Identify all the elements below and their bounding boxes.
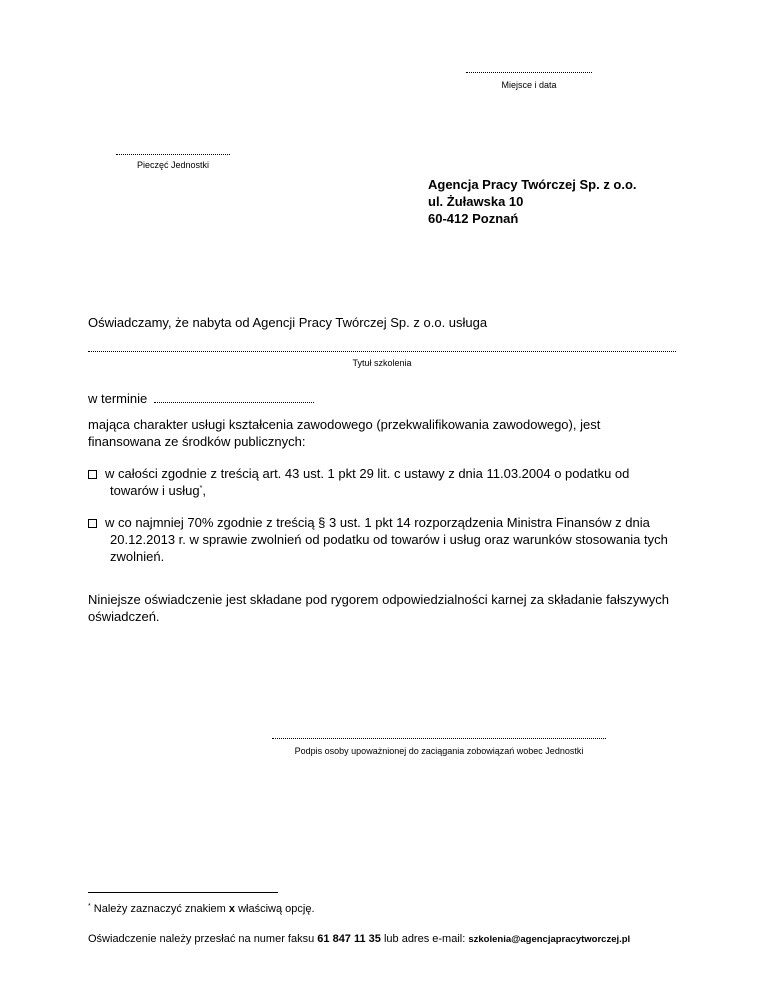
option-1-line-end: , (202, 483, 206, 498)
footnote-separator (88, 892, 278, 893)
option-2-checkbox[interactable] (88, 519, 97, 528)
footer-text-middle: lub adres e-mail: (380, 933, 469, 945)
stamp-dotted-line (116, 154, 230, 155)
footnote-text-before: Należy zaznaczyć znakiem (90, 903, 229, 915)
intro-text: Oświadczamy, że nabyta od Agencji Pracy Twórczej Sp. z o.o. usługa (88, 315, 488, 330)
footnote (88, 902, 315, 916)
term-label: w terminie (88, 391, 148, 406)
term-row (88, 390, 314, 407)
option-2-line-2: 20.12.2013 r. w sprawie zwolnień od podatku od towarów i usług oraz warunków stosowania tych (110, 532, 668, 547)
option-1-line-1: w całości zgodnie z treścią art. 43 ust. 1 pkt 29 lit. c ustawy z dnia 11.03.2004 o podatku od (105, 466, 630, 481)
footnote-marker: * (88, 903, 91, 910)
place-date-label: Miejsce i data (501, 80, 557, 90)
option-1 (88, 465, 688, 499)
recipient-city: 60-412 Poznań (428, 211, 519, 226)
signature-dotted-line (272, 738, 606, 739)
place-date-dotted-line (466, 72, 592, 73)
term-dotted-line (154, 402, 314, 403)
option-2 (88, 514, 688, 565)
character-line-1: mająca charakter usługi kształcenia zawodowego (przekwalifikowania zawodowego), jest (88, 417, 601, 432)
option-1-checkbox[interactable] (88, 470, 97, 479)
character-paragraph (88, 416, 688, 450)
footnote-text-after: właściwą opcję. (235, 903, 315, 915)
option-2-line-3: zwolnień. (110, 549, 165, 564)
liability-paragraph (88, 591, 688, 625)
recipient-name: Agencja Pracy Twórczej Sp. z o.o. (428, 177, 637, 192)
option-2-line-1: w co najmniej 70% zgodnie z treścią § 3 ust. 1 pkt 14 rozporządzenia Ministra Finansów z dnia (105, 515, 650, 530)
signature-label: Podpis osoby upoważnionej do zaciągania zobowiązań wobec Jednostki (294, 746, 584, 756)
footer-note (88, 932, 630, 947)
training-title-dotted-line (88, 351, 676, 352)
option-1-line-2: towarów i usług (110, 483, 200, 498)
recipient-address (428, 176, 637, 227)
recipient-street: ul. Żuławska 10 (428, 194, 524, 209)
liability-line-2: oświadczeń. (88, 609, 160, 624)
footer-fax: 61 847 11 35 (317, 933, 381, 945)
footer-text-before: Oświadczenie należy przesłać na numer faksu (88, 933, 318, 945)
character-line-2: finansowana ze środków publicznych: (88, 434, 306, 449)
liability-line-1: Niniejsze oświadczenie jest składane pod rygorem odpowiedzialności karnej za składanie fałszywych (88, 592, 669, 607)
footer-email[interactable]: szkolenia@agencjapracytworczej.pl (468, 934, 631, 945)
stamp-label: Pieczęć Jednostki (136, 160, 210, 170)
option-1-footnote-marker: * (199, 485, 203, 492)
footnote-mark: x (228, 903, 236, 915)
training-title-label: Tytuł szkolenia (352, 358, 412, 368)
